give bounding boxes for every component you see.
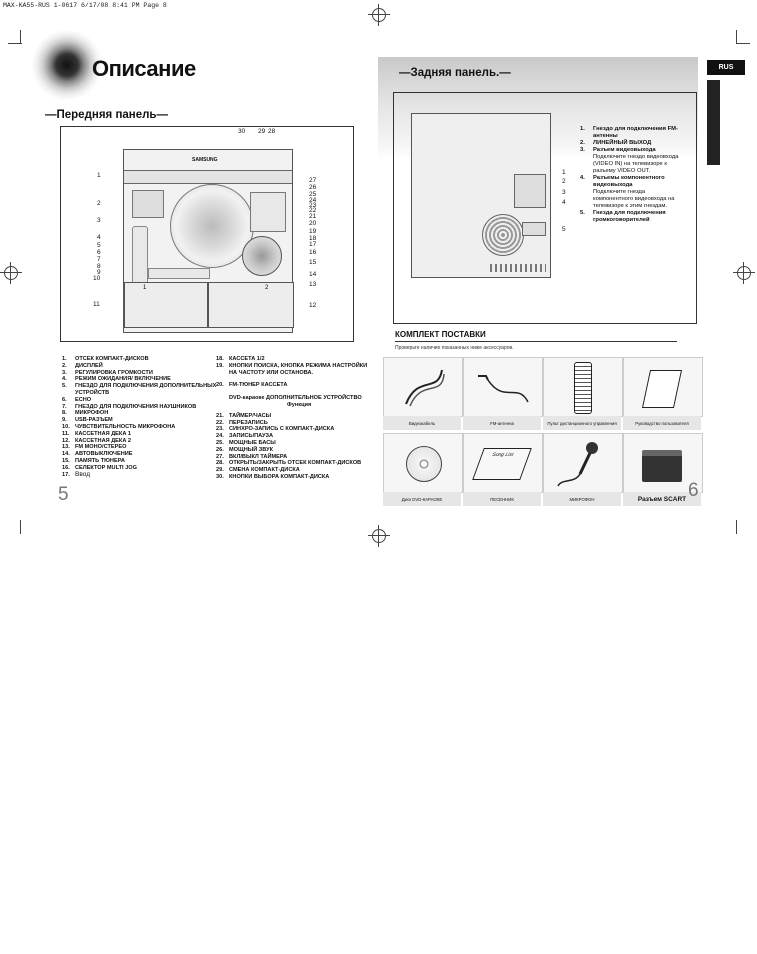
list-item: 16. СЕЛЕКТОР MULTI JOG — [62, 464, 137, 471]
callout-8: 8 — [97, 263, 101, 270]
accessory-tile — [383, 357, 463, 417]
accessory-label: Диск DVD-КАРАОКЕ — [383, 492, 461, 506]
language-tab: RUS — [707, 60, 745, 75]
list-item: громкоговорителей — [593, 217, 650, 223]
callout-13: 13 — [309, 281, 317, 288]
list-item: 9. USB-РАЗЪЕМ — [62, 417, 113, 424]
callout-21: 21 — [309, 213, 317, 220]
callout-14: 14 — [309, 271, 317, 278]
list-item: разъему VIDEO OUT. — [593, 168, 651, 174]
list-item: 6. ECHO — [62, 396, 92, 403]
list-item: Подключите гнездо видеовхода — [593, 154, 679, 160]
front-panel-heading: —Передняя панель— — [45, 109, 169, 121]
crop-mark — [20, 30, 21, 44]
songbook-cover-text: Song List — [491, 452, 515, 458]
callout-19: 19 — [309, 228, 317, 235]
callout-18: 18 — [309, 235, 317, 242]
callout-29: 29 — [258, 128, 266, 135]
list-item: 14. АВТОВЫКЛЮЧЕНИЕ — [62, 451, 133, 458]
list-item: 13. FM МОНО/СТЕРЕО — [62, 444, 127, 451]
accessory-tile — [463, 357, 543, 417]
accessory-tile — [623, 357, 703, 417]
accessories-divider — [395, 341, 677, 342]
accessory-label: Пульт дистанционного управления — [543, 416, 621, 430]
cassette-deck-1 — [124, 282, 208, 328]
list-item: 21. ТАЙМЕР/ЧАСЫ — [216, 412, 272, 419]
callout-30: 30 — [238, 128, 246, 135]
list-item: 26. МОЩНЫЙ ЗВУК — [216, 446, 274, 453]
registration-mark-icon — [368, 525, 390, 547]
list-item: 24. ЗАПИСЬ/ПАУЗА — [216, 433, 273, 440]
vent-slots — [490, 264, 546, 272]
callout-4: 4 — [97, 234, 101, 241]
crop-mark — [736, 30, 737, 44]
accessory-label: Видеокабель — [383, 416, 461, 430]
rear-items-list — [580, 126, 694, 224]
callout-16: 16 — [309, 249, 317, 256]
side-tab-label: ПОДГОТОВКА — [734, 97, 742, 144]
list-item: телевизоре к этим гнездам. — [593, 203, 668, 209]
accessory-label: Разъем SCART — [623, 492, 701, 506]
scart-connector-icon — [642, 450, 682, 482]
list-item: 12. КАССЕТНАЯ ДЕКА 2 — [62, 437, 132, 444]
accessory-tile — [383, 433, 463, 493]
list-item: Функция — [287, 401, 312, 408]
registration-mark-icon — [0, 262, 22, 284]
list-item: 4. РЕЖИМ ОЖИДАНИЯ/ ВКЛЮЧЕНИЕ — [62, 376, 171, 383]
front-panel-figure — [60, 126, 354, 342]
deck1-label: 1 — [143, 285, 147, 291]
callout-22: 22 — [309, 207, 317, 214]
display-panel — [132, 190, 164, 218]
deck2-label: 2 — [265, 285, 269, 291]
list-item: 27. ВКЛ/ВЫКЛ ТАЙМЕРА — [216, 453, 288, 460]
callout-6: 6 — [97, 249, 101, 256]
accessory-tile — [543, 357, 623, 417]
list-item: 25. МОЩНЫЕ БАСЫ — [216, 439, 276, 446]
page-title: Описание — [92, 56, 196, 81]
list-item: 7. ГНЕЗДО ДЛЯ ПОДКЛЮЧЕНИЯ НАУШНИКОВ — [62, 403, 197, 410]
accessory-label: FM-антенна — [463, 416, 541, 430]
list-item: 3. Разъем видеовыхода — [580, 147, 656, 153]
accessory-label: МИКРОФОН — [543, 492, 621, 506]
page-number-left: 5 — [58, 484, 69, 505]
list-item: 8. МИКРОФОН — [62, 410, 109, 417]
accessories-note: Проверьте наличие показанных ниже аксессуаров. — [395, 345, 514, 351]
device-brand: SAMSUNG — [192, 157, 218, 163]
cassette-deck-2 — [208, 282, 294, 328]
list-item: 11. КАССЕТНАЯ ДЕКА 1 — [62, 430, 132, 437]
callout-11: 11 — [93, 301, 100, 308]
callout-9: 9 — [97, 269, 101, 276]
list-item: 28. ОТКРЫТЬ/ЗАКРЫТЬ ОТСЕК КОМПАКТ-ДИСКОВ — [216, 460, 362, 467]
callout-23: 23 — [309, 202, 317, 209]
callout-25: 25 — [309, 191, 317, 198]
list-item: 30. КНОПКИ ВЫБОРА КОМПАКТ-ДИСКА — [216, 473, 330, 480]
device-body — [123, 149, 293, 333]
rear-callout-2: 2 — [562, 178, 566, 185]
callout-27: 27 — [309, 177, 317, 184]
callout-7: 7 — [97, 256, 101, 263]
callout-1: 1 — [97, 172, 101, 179]
callout-17: 17 — [309, 241, 317, 248]
rear-callout-5: 5 — [562, 226, 566, 233]
list-item: 5. Гнезда для подключения — [580, 210, 666, 216]
callout-5: 5 — [97, 242, 101, 249]
list-item: 22. ПЕРЕЗАПИСЬ — [216, 419, 268, 426]
front-items-list-2 — [216, 356, 376, 481]
list-item: 15. ПАМЯТЬ ТЮНЕРА — [62, 457, 125, 464]
list-item: 5. ГНЕЗДО ДЛЯ ПОДКЛЮЧЕНИЯ ДОПОЛНИТЕЛЬНЫХ — [62, 383, 217, 390]
rear-callout-4: 4 — [562, 199, 566, 206]
small-buttons — [148, 268, 210, 279]
list-item: УСТРОЙСТВ — [75, 389, 110, 396]
left-buttons — [132, 226, 148, 288]
list-item: 10. ЧУВСТВИТЕЛЬНОСТЬ МИКРОФОНА — [62, 423, 176, 430]
crop-mark — [8, 43, 22, 44]
video-cable-icon — [398, 364, 448, 410]
crop-mark — [20, 520, 21, 534]
list-item: видеовыхода — [593, 182, 633, 188]
callout-20: 20 — [309, 220, 317, 227]
rear-panel-figure — [393, 92, 697, 324]
list-item: 2. ДИСПЛЕЙ — [62, 362, 103, 369]
registration-mark-icon — [368, 4, 390, 26]
control-buttons — [250, 192, 286, 232]
songbook-icon — [472, 448, 532, 480]
list-item: 19. КНОПКИ ПОИСКА, КНОПКА РЕЖИМА НАСТРОЙКИ — [216, 362, 368, 369]
front-items-list-1 — [62, 356, 217, 478]
cd-compartment — [124, 170, 292, 184]
list-item: компонентного видеовхода на — [593, 196, 675, 202]
remote-control-icon — [574, 362, 592, 414]
manual-icon — [642, 370, 682, 408]
list-item: 4. Разъемы компонентного — [580, 175, 665, 181]
list-item: DVD-караоке ДОПОЛНИТЕЛЬНОЕ УСТРОЙСТВО — [229, 395, 362, 402]
callout-2: 2 — [97, 200, 101, 207]
callout-28: 28 — [268, 128, 276, 135]
list-item: 20. FM-ТЮНЕР КАССЕТА — [216, 382, 288, 389]
jack-panel — [514, 174, 546, 208]
crop-mark — [736, 43, 750, 44]
speaker-terminals — [522, 222, 546, 236]
accessory-tile — [543, 433, 623, 493]
list-item: 1. ОТСЕК КОМПАКТ-ДИСКОВ — [62, 356, 149, 362]
accessory-label: Руководство пользователя — [623, 416, 701, 430]
list-item: антенны — [593, 133, 618, 139]
accessory-label: ПЕСЕННИК — [463, 492, 541, 506]
dvd-disc-icon — [406, 446, 442, 482]
list-item: Подключите гнезда — [593, 189, 646, 195]
file-header: MAX-KA55-RUS 1-0617 6/17/08 8:41 PM Page 8 — [3, 2, 167, 9]
microphone-icon — [554, 438, 612, 488]
rear-panel-heading: —Задняя панель.— — [399, 67, 511, 79]
list-item: 1. Гнездо для подключения FM- — [580, 126, 678, 132]
list-item: (VIDEO IN) на телевизоре к — [593, 161, 667, 167]
callout-26: 26 — [309, 184, 317, 191]
callout-10: 10 — [93, 275, 101, 282]
cooling-fan-icon — [482, 214, 524, 256]
multi-jog-dial — [242, 236, 282, 276]
accessory-tile — [463, 433, 543, 493]
accessories-heading: КОМПЛЕКТ ПОСТАВКИ — [395, 330, 486, 339]
list-item: 2. ЛИНЕЙНЫЙ ВЫХОД — [580, 140, 652, 146]
rear-callout-3: 3 — [562, 189, 566, 196]
list-item: 29. СМЕНА КОМПАКТ-ДИСКА — [216, 467, 300, 474]
list-item: 18. КАССЕТА 1/2 — [216, 356, 265, 362]
callout-12: 12 — [309, 302, 317, 309]
list-item: 17. Ввод — [62, 470, 90, 478]
list-item: НА ЧАСТОТУ ИЛИ ОСТАНОВА. — [229, 369, 314, 376]
rear-device — [411, 113, 551, 278]
list-item: 23. СИНХРО-ЗАПИСЬ С КОМПАКТ-ДИСКА — [216, 426, 335, 433]
callout-24: 24 — [309, 197, 317, 204]
crop-mark — [736, 520, 737, 534]
list-item: 3. РЕГУЛИРОВКА ГРОМКОСТИ — [62, 369, 153, 376]
callout-15: 15 — [309, 259, 317, 266]
page-number-right: 6 — [688, 480, 699, 501]
rear-callout-1: 1 — [562, 169, 566, 176]
registration-mark-icon — [733, 262, 755, 284]
callout-3: 3 — [97, 217, 101, 224]
side-tab — [707, 80, 720, 165]
fm-antenna-icon — [474, 368, 532, 408]
